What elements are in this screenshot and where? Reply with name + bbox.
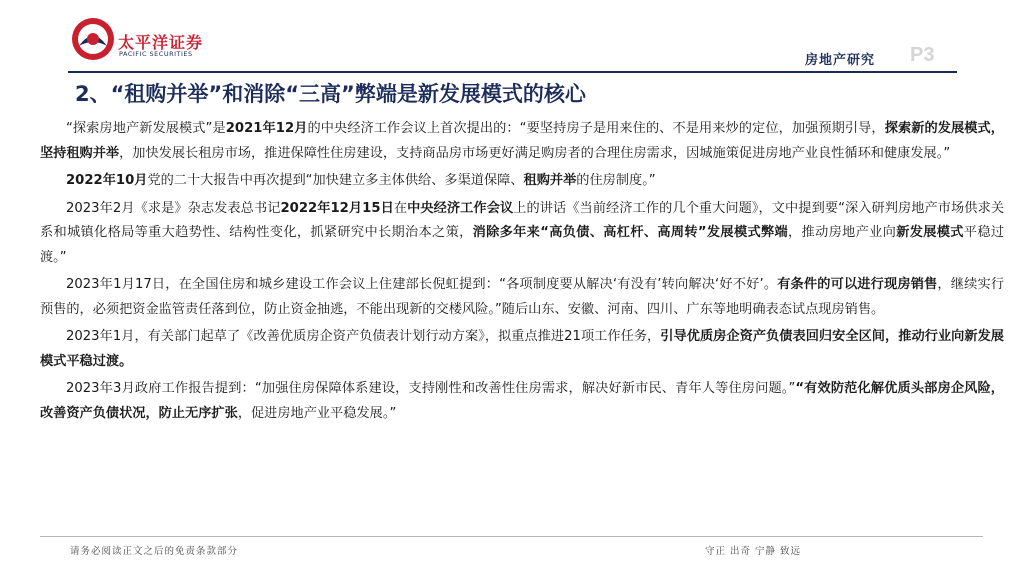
bold-text-run: 2021年12月	[225, 121, 308, 136]
header-divider	[68, 71, 957, 73]
text-run: ，推动房地产业向	[788, 225, 897, 240]
text-run: 2023年1月17日，在全国住房和城乡建设工作会议上住建部长倪虹提到：“各项制度要从解决‘有没有’转向解决‘好不好’。	[66, 277, 778, 292]
text-run: 上的讲话《当前经济工作的几个重大问题》，文中提到要“深入研判房地产市场供求关系和城镇化格局等重大趋势性、结构性变化，抓紧研究中长期治本之策，	[40, 200, 1005, 240]
body-paragraph	[40, 273, 1004, 322]
text-run: 在	[393, 200, 408, 216]
bold-text-run: 探索新的发展模式，坚持租购并举	[40, 121, 1004, 161]
company-logo	[70, 16, 220, 64]
pacific-securities-logo-icon	[70, 16, 116, 62]
bold-text-run: 2022年12月15日	[280, 200, 394, 216]
bold-text-run: 新发展模式	[896, 225, 964, 240]
bold-text-run: 消除多年来“高负债、高杠杆、高周转”发展模式弊端	[472, 225, 789, 240]
body-paragraph	[40, 197, 1004, 271]
text-run: 2023年1月，有关部门起草了《改善优质房企资产负债表计划行动方案》，拟重点推进21项工作任务，	[66, 329, 661, 344]
footer-motto: 守正 出奇 宁静 致远	[705, 546, 802, 557]
bold-text-run: 中央经济工作会议	[407, 200, 514, 216]
text-run: 平稳过渡。”	[40, 225, 1005, 265]
page-number: P3	[910, 44, 935, 66]
text-run: ，促进房地产业平稳发展。”	[237, 405, 397, 421]
text-run: 的中央经济工作会议上首次提出的：“要坚持房子是用来住的、不是用来炒的定位，加强预期引导，	[307, 121, 885, 136]
bold-text-run: 2022年10月	[66, 173, 148, 188]
bold-text-run: 引导优质房企资产负债表回归安全区间，推动行业向新发展模式平稳过渡。	[40, 329, 1004, 369]
bold-text-run: 有条件的可以进行现房销售	[777, 277, 938, 292]
section-label: 房地产研究	[805, 53, 876, 68]
logo-english-name: PACIFIC SECURITIES	[119, 50, 193, 58]
bold-text-run: 租购并举	[523, 173, 577, 188]
body-paragraph	[40, 117, 1004, 166]
text-run: ，加快发展长租房市场，推进保障性住房建设，支持商品房市场更好满足购房者的合理住房需求，因城施策促进房地产业良性循环和健康发展。”	[119, 145, 951, 161]
body-paragraph	[40, 377, 1004, 426]
text-run: 的住房制度。”	[576, 173, 656, 188]
text-run: 党的二十大报告中再次提到“加快建立多主体供给、多渠道保障、	[147, 173, 524, 188]
text-run: 2023年3月政府工作报告提到：“加强住房保障体系建设，支持刚性和改善性住房需求，解决好新市民、青年人等住房问题。”	[66, 381, 796, 396]
text-run: 2023年2月《求是》杂志发表总书记	[66, 200, 281, 216]
text-run: “探索房地产新发展模式”是	[66, 121, 226, 136]
text-run: ，继续实行预售的，必须把资金监管责任落到位，防止资金抽逃，不能出现新的交楼风险。”随后山东、安徽、河南、四川、广东等地明确表态试点现房销售。	[40, 277, 1005, 317]
body-paragraph	[40, 169, 1004, 194]
footer-disclaimer: 请务必阅读正文之后的免责条款部分	[70, 546, 239, 557]
bold-text-run: “有效防范化解优质头部房企风险，改善资产负债状况，防止无序扩张	[40, 381, 1004, 421]
page-title: 2、“租购并举”和消除“三高”弊端是新发展模式的核心	[75, 82, 586, 106]
body-text	[40, 117, 1004, 429]
logo-chinese-name: 太平洋证券	[118, 33, 204, 52]
body-paragraph	[40, 325, 1004, 374]
footer-divider	[40, 536, 983, 537]
